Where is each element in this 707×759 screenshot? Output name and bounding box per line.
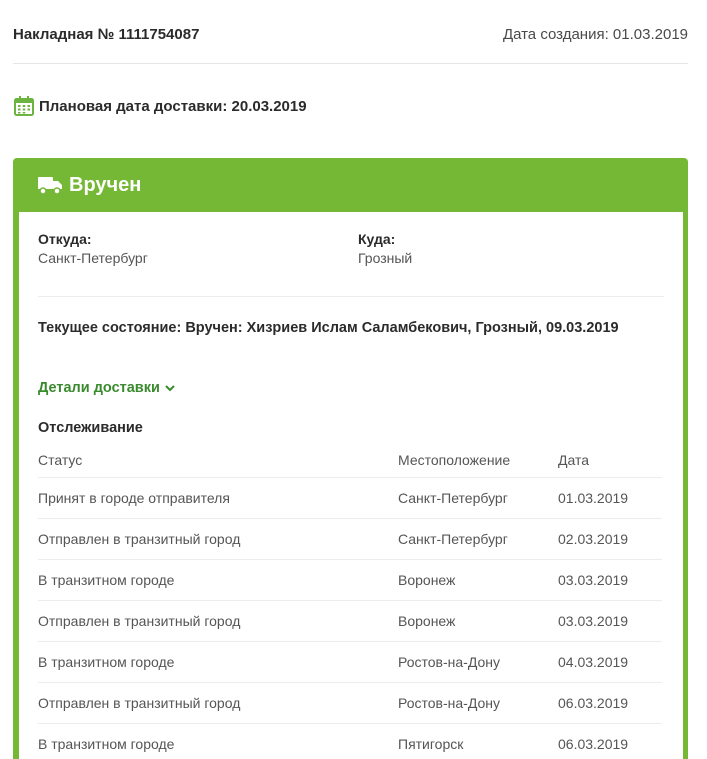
row-date: 02.03.2019: [558, 519, 662, 560]
table-row: [38, 519, 662, 560]
table-row: [38, 478, 662, 519]
row-status: Отправлен в транзитный город: [38, 683, 398, 724]
status-card: [13, 158, 688, 759]
tracking-header-row: [38, 443, 662, 478]
route-info: [38, 230, 664, 268]
row-location: Воронеж: [398, 560, 558, 601]
to-block: [358, 230, 412, 268]
tracking-title: Отслеживание: [38, 420, 143, 436]
from-block: [38, 230, 358, 268]
delivery-details-label: Детали доставки: [38, 380, 160, 396]
to-label: Куда:: [358, 231, 396, 247]
invoice-header: [13, 23, 688, 45]
planned-delivery-text: Плановая дата доставки: 20.03.2019: [39, 97, 307, 115]
column-date: Дата: [558, 443, 662, 478]
created-date: Дата создания: 01.03.2019: [502, 25, 688, 43]
row-location: Ростов-на-Дону: [398, 683, 558, 724]
table-row: [38, 560, 662, 601]
from-value: Санкт-Петербург: [38, 250, 148, 266]
row-location: Пятигорск: [398, 724, 558, 759]
chevron-down-icon: [165, 384, 175, 392]
row-status: В транзитном городе: [38, 560, 398, 601]
status-title: Вручен: [69, 173, 142, 196]
row-status: Отправлен в транзитный город: [38, 601, 398, 642]
column-status: Статус: [38, 443, 398, 478]
invoice-title: Накладная № 1111754087: [13, 25, 200, 43]
row-location: Воронеж: [398, 601, 558, 642]
planned-delivery: [13, 95, 307, 117]
table-row: [38, 683, 662, 724]
to-value: Грозный: [358, 250, 413, 266]
status-card-body: [19, 212, 683, 759]
row-date: 03.03.2019: [558, 601, 662, 642]
header-divider: [13, 63, 688, 64]
table-row: [38, 601, 662, 642]
row-date: 06.03.2019: [558, 683, 662, 724]
row-date: 03.03.2019: [558, 560, 662, 601]
row-date: 01.03.2019: [558, 478, 662, 519]
table-row: [38, 724, 662, 759]
status-card-header: [13, 158, 688, 212]
current-state: Текущее состояние: Вручен: Хизриев Ислам Саламбекович, Грозный, 09.03.2019: [38, 320, 619, 336]
route-divider: [38, 296, 664, 297]
delivery-details-link[interactable]: [38, 380, 175, 396]
column-location: Местоположение: [398, 443, 558, 478]
truck-icon: [37, 175, 63, 195]
row-status: В транзитном городе: [38, 724, 398, 759]
row-status: Отправлен в транзитный город: [38, 519, 398, 560]
row-date: 04.03.2019: [558, 642, 662, 683]
tracking-table: [38, 443, 662, 759]
table-row: [38, 642, 662, 683]
row-date: 06.03.2019: [558, 724, 662, 759]
row-status: В транзитном городе: [38, 642, 398, 683]
row-location: Санкт-Петербург: [398, 519, 558, 560]
row-location: Санкт-Петербург: [398, 478, 558, 519]
row-location: Ростов-на-Дону: [398, 642, 558, 683]
from-label: Откуда:: [38, 231, 92, 247]
calendar-icon: [13, 95, 35, 117]
row-status: Принят в городе отправителя: [38, 478, 398, 519]
